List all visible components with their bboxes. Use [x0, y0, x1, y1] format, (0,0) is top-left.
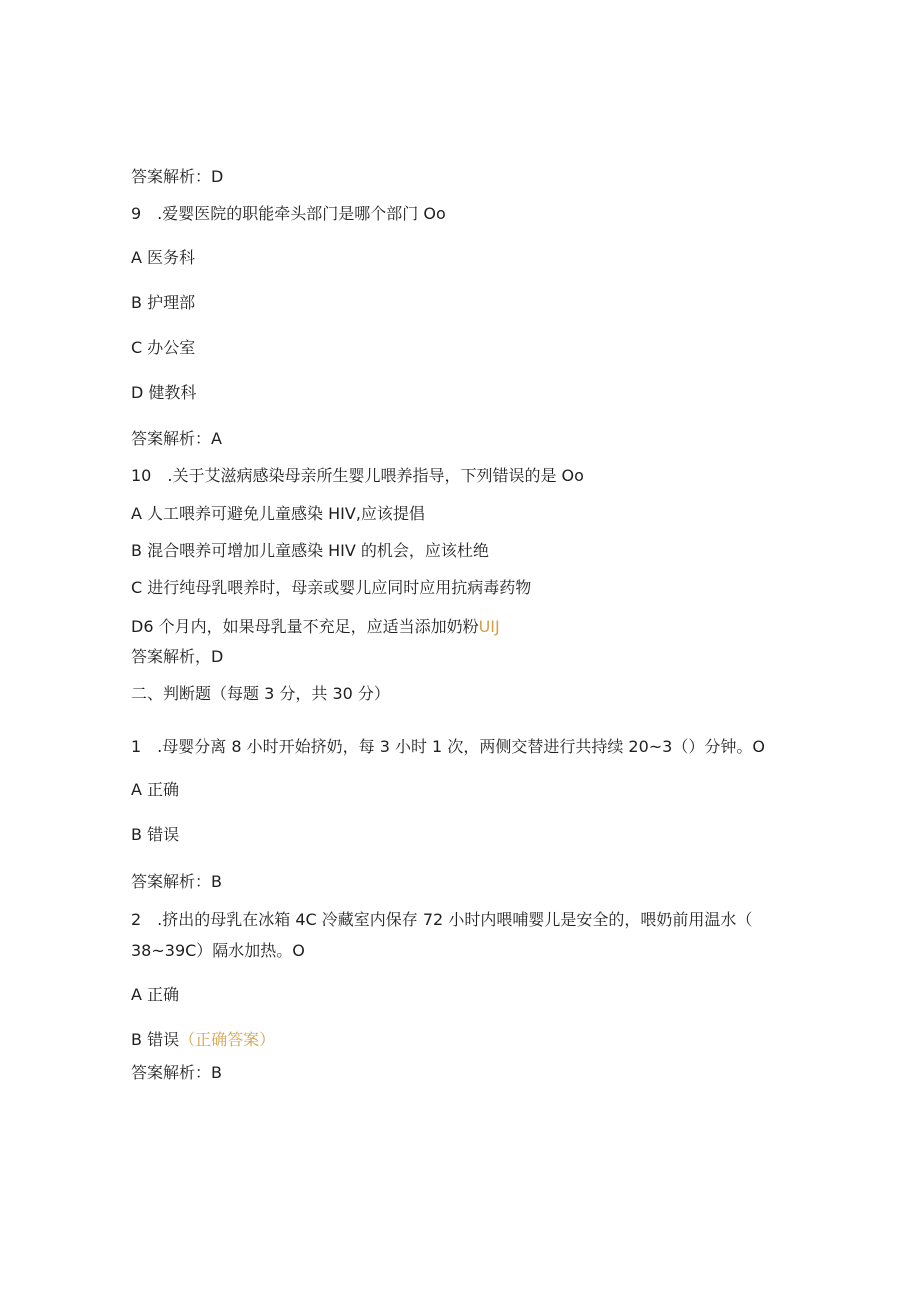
answer-explanation-tf2 — [131, 1063, 222, 1083]
line-text: D 健教科 — [131, 383, 197, 402]
line-text: 答案解析：A — [131, 429, 222, 448]
section-heading-true-false — [131, 684, 390, 704]
line-text: 2 .挤出的母乳在冰箱 4C 冷藏室内保存 72 小时内喂哺婴儿是安全的，喂奶前用温水（ — [131, 910, 753, 929]
answer-explanation-q8 — [131, 167, 223, 187]
line-text: B 错误 — [131, 825, 180, 844]
line-text: A 人工喂养可避免儿童感染 HIV,应该提倡 — [131, 504, 425, 523]
line-text: 答案解析：D — [131, 167, 224, 186]
correct-answer-annotation: （正确答案） — [179, 1030, 276, 1049]
line-text: 38~39C）隔水加热。O — [131, 941, 305, 960]
question-9 — [131, 204, 446, 224]
option-b-tf2 — [131, 1030, 275, 1050]
option-d-q9 — [131, 383, 196, 403]
question-10 — [131, 466, 584, 486]
line-text: B 护理部 — [131, 293, 196, 312]
answer-explanation-q10 — [131, 647, 223, 667]
line-text: D6 个月内，如果母乳量不充足，应适当添加奶粉 — [131, 617, 479, 636]
option-a-tf1 — [131, 780, 179, 800]
line-text: C 进行纯母乳喂养时，母亲或婴儿应同时应用抗病毒药物 — [131, 578, 532, 597]
line-text: 二、判断题（每题 3 分，共 30 分） — [131, 684, 390, 703]
line-text: 10 .关于艾滋病感染母亲所生婴儿喂养指导，下列错误的是 Oo — [131, 466, 584, 485]
option-c-q10 — [131, 578, 531, 598]
option-a-q9 — [131, 248, 195, 268]
line-text: 答案解析：B — [131, 872, 222, 891]
option-b-q10 — [131, 541, 489, 561]
line-text: B 混合喂养可增加儿童感染 HIV 的机会，应该杜绝 — [131, 541, 489, 560]
line-text: 9 .爱婴医院的职能牵头部门是哪个部门 Oo — [131, 204, 446, 223]
line-text: C 办公室 — [131, 338, 196, 357]
option-a-q10 — [131, 504, 425, 524]
tf-question-2-continued — [131, 941, 305, 961]
line-text: A 医务科 — [131, 248, 196, 267]
line-text: 答案解析，D — [131, 647, 224, 666]
tf-question-1 — [131, 737, 765, 757]
line-text: 答案解析：B — [131, 1063, 222, 1082]
line-text: A 正确 — [131, 985, 180, 1004]
option-c-q9 — [131, 338, 195, 358]
option-b-q9 — [131, 293, 195, 313]
answer-explanation-tf1 — [131, 872, 222, 892]
answer-explanation-q9 — [131, 429, 222, 449]
option-b-tf1 — [131, 825, 179, 845]
option-a-tf2 — [131, 985, 179, 1005]
line-text: B 错误 — [131, 1030, 180, 1049]
line-text: 1 .母婴分离 8 小时开始挤奶，每 3 小时 1 次，两侧交替进行共持续 20~3（）分钟。O — [131, 737, 765, 756]
answer-mark-annotation: UIJ — [478, 617, 500, 636]
tf-question-2 — [131, 910, 752, 930]
line-text: A 正确 — [131, 780, 180, 799]
option-d-q10 — [131, 617, 500, 637]
